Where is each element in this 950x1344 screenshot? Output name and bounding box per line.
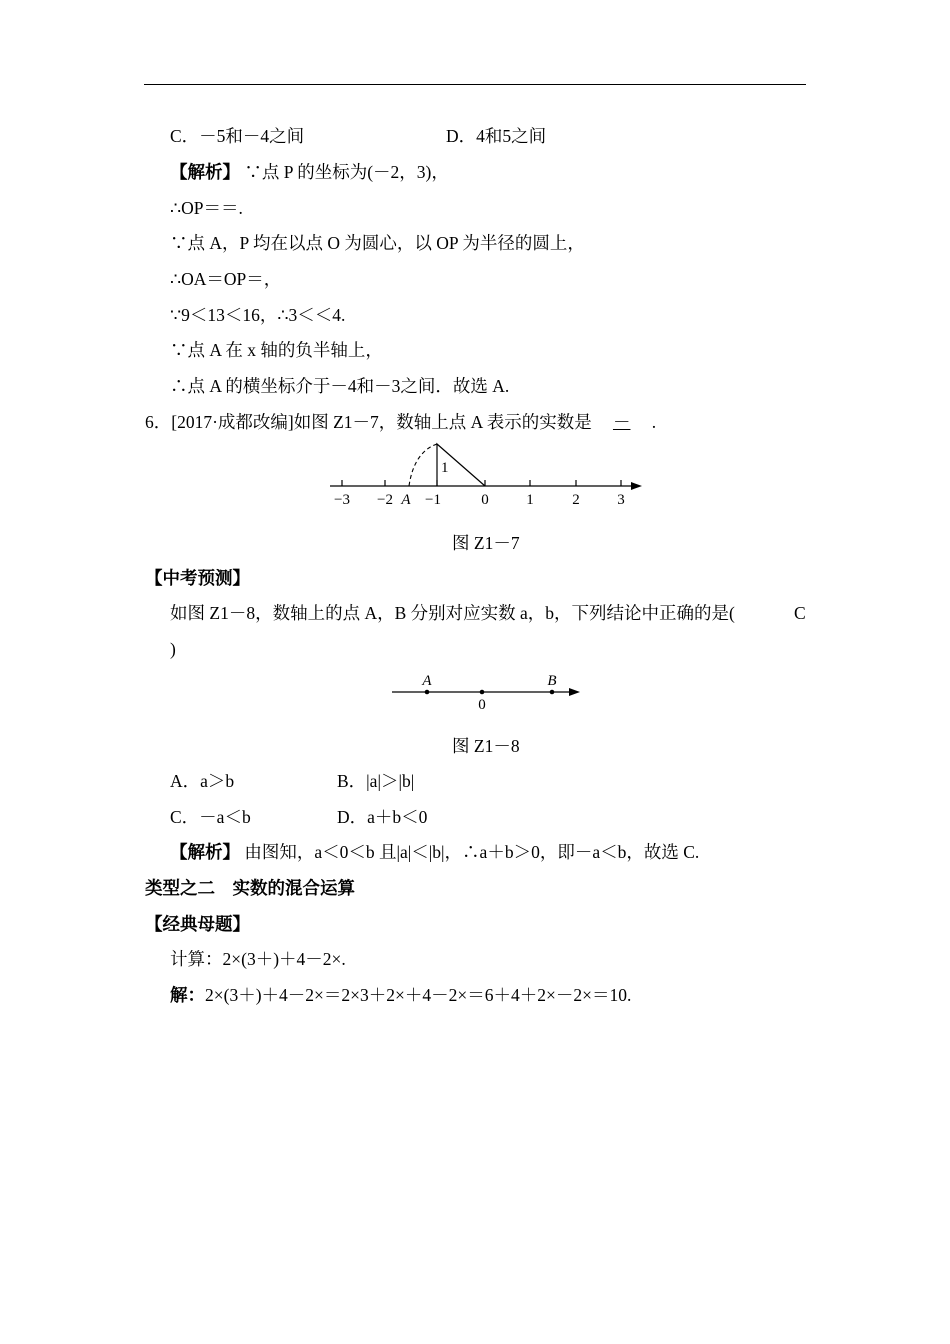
point-a-label: A: [422, 673, 432, 689]
problem: 计算：2×(3＋)＋4－2×.: [170, 949, 346, 969]
tick-label: 3: [617, 492, 625, 508]
section-title: 类型之二 实数的混合运算: [145, 878, 355, 898]
option-d: D．4和5之间: [446, 126, 547, 146]
analysis-line-5: ∵9＜13＜16，∴3＜＜4.: [170, 305, 346, 325]
forecast-header: 【中考预测】: [145, 568, 250, 588]
analysis-line-2: ∴OP＝＝.: [170, 198, 243, 218]
axis-arrow: [631, 482, 642, 490]
question-6: 6．[2017·成都改编]如图 Z1－7，数轴上点 A 表示的实数是 － .: [145, 412, 657, 432]
dashed-arc: [409, 444, 437, 486]
analysis-tag: 【解析】: [170, 842, 240, 862]
analysis-line-7: ∴点 A 的横坐标介于－4和－3之间．故选 A.: [170, 376, 510, 396]
forecast-option-a: A．a＞b: [170, 771, 235, 791]
header-rule: [144, 84, 806, 85]
forecast-stem: [170, 601, 810, 625]
question-6-text: 6．[2017·成都改编]如图 Z1－7，数轴上点 A 表示的实数是: [145, 412, 592, 432]
analysis-tag: 【解析】: [170, 162, 240, 182]
point-b-label: B: [547, 673, 557, 689]
forecast-answer: C: [794, 603, 806, 623]
tick-label: −3: [334, 492, 350, 508]
question-6-answer: －: [612, 412, 631, 432]
point-origin: [480, 690, 485, 695]
point-a-label: A: [401, 492, 411, 508]
length-label-1: 1: [441, 460, 449, 476]
forecast-option-b: B．|a|＞|b|: [337, 771, 415, 791]
forecast-option-c: C．－a＜b: [170, 807, 251, 827]
option-c: C．－5和－4之间: [170, 126, 305, 146]
forecast-option-d: D．a＋b＜0: [337, 807, 428, 827]
figure-z1-8: [388, 668, 588, 714]
analysis-line-4: ∴OA＝OP＝，: [170, 269, 282, 289]
tick-label: −2: [377, 492, 393, 508]
tick-label: −1: [425, 492, 441, 508]
point-b: [550, 690, 555, 695]
forecast-stem-close: ): [170, 639, 176, 659]
analysis-line-6: ∵点 A 在 x 轴的负半轴上，: [170, 340, 383, 360]
solution: [170, 983, 631, 1007]
analysis-line-3: ∵点 A，P 均在以点 O 为圆心，以 OP 为半径的圆上，: [170, 233, 585, 253]
figure-z1-7-caption: 图 Z1－7: [452, 533, 520, 553]
figure-z1-8-caption: 图 Z1－8: [452, 736, 520, 756]
analysis-text: ∵点 P 的坐标为(－2，3)，: [244, 162, 449, 182]
axis-arrow: [569, 688, 580, 696]
classic-header: 【经典母题】: [145, 914, 250, 934]
origin-label: 0: [478, 697, 486, 713]
figure-z1-7: [320, 436, 650, 512]
solution-text: 2×(3＋)＋4－2×＝2×3＋2×＋4－2×＝6＋4＋2×－2×＝10.: [205, 985, 632, 1005]
point-a: [425, 690, 430, 695]
tick-label: 1: [526, 492, 534, 508]
forecast-analysis: [170, 840, 699, 864]
tick-label: 2: [572, 492, 580, 508]
solution-label: 解：: [170, 985, 205, 1005]
analysis-text: 由图知，a＜0＜b 且|a|＜|b|，∴a＋b＞0，即－a＜b，故选 C.: [244, 842, 700, 862]
forecast-stem-text: 如图 Z1－8，数轴上的点 A，B 分别对应实数 a，b，下列结论中正确的是(: [170, 603, 735, 623]
analysis-line-1: [170, 160, 449, 184]
tick-label: 0: [481, 492, 489, 508]
